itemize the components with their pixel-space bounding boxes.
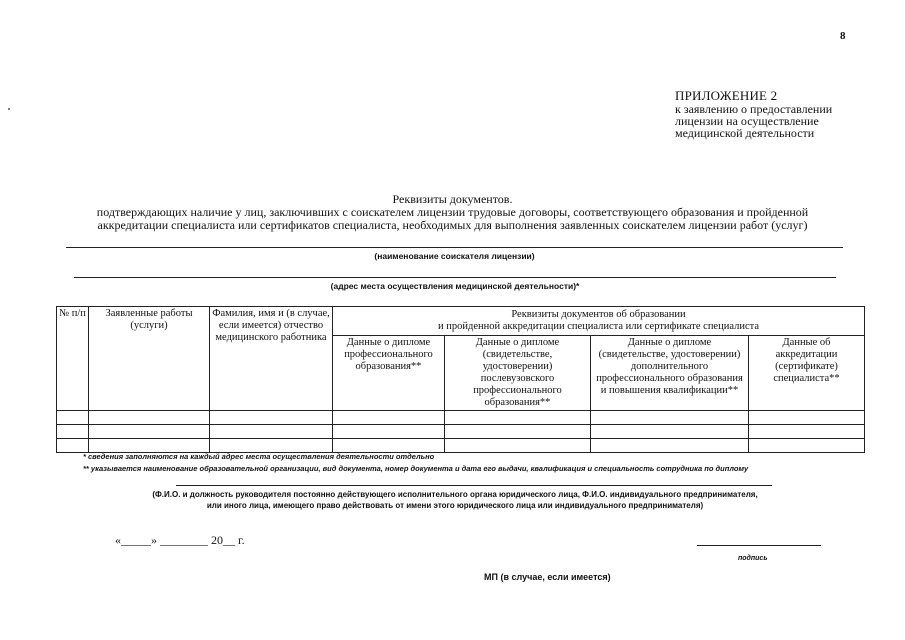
appendix-block: [675, 90, 832, 139]
table-row: [57, 411, 865, 425]
table-row: [57, 425, 865, 439]
header-diploma-postgraduate: Данные о дипломе (свидетельстве, удостоверении) послевузовского профессионального образования**: [445, 336, 591, 411]
document-subtitle-line2: аккредитации специалиста или сертификатов специалиста, необходимых для выполнения заявленных соискателем лицензии работ (услуг): [97, 218, 808, 232]
document-heading: [60, 193, 845, 232]
fio-caption-line2: или иного лица, имеющего право действовать от имени этого юридического лица или индивидуального предпринимателя): [206, 501, 704, 510]
appendix-title: ПРИЛОЖЕНИЕ 2: [675, 88, 778, 103]
appendix-line: медицинской деятельности: [675, 126, 815, 140]
table-cell[interactable]: [89, 411, 210, 425]
table-cell[interactable]: [333, 411, 445, 425]
document-subtitle-line1: подтверждающих наличие у лиц, заключивших с соискателем лицензии трудовые договоры, соответствующего образования и пройденной: [96, 205, 809, 219]
table-cell[interactable]: [57, 439, 89, 453]
table-cell[interactable]: [89, 425, 210, 439]
scan-speck: [8, 108, 10, 110]
table-cell[interactable]: [591, 425, 749, 439]
header-number: № п/п: [57, 307, 89, 411]
appendix-line: к заявлению о предоставлении: [675, 102, 833, 116]
table-cell[interactable]: [210, 411, 333, 425]
footnote-2: ** указывается наименование образовательной организации, вид документа, номер документа и дата его выдачи, квалификация и специальность сотрудника по диплому: [83, 464, 749, 473]
fio-caption: [130, 489, 780, 511]
table-header-row: [57, 307, 865, 336]
table-row: [57, 439, 865, 453]
table-cell[interactable]: [445, 439, 591, 453]
fio-caption-line1: (Ф.И.О. и должность руководителя постоянно действующего исполнительного органа юридического лица, Ф.И.О. индивидуального предпринимателя,: [152, 490, 758, 499]
applicant-caption: (наименование соискателя лицензии): [374, 251, 535, 261]
documents-table: [56, 306, 865, 453]
header-name: Фамилия, имя и (в случае, если имеется) отчество медицинского работника: [210, 307, 333, 411]
fio-line: [176, 485, 772, 486]
table-cell[interactable]: [591, 411, 749, 425]
table-cell[interactable]: [89, 439, 210, 453]
table-cell[interactable]: [57, 425, 89, 439]
footnote-1: * сведения заполняются на каждый адрес места осуществления деятельности отдельно: [83, 452, 435, 461]
stamp-note: МП (в случае, если имеется): [484, 572, 611, 582]
table-cell[interactable]: [591, 439, 749, 453]
table-cell[interactable]: [333, 439, 445, 453]
signature-line[interactable]: [697, 545, 821, 546]
group-header-line2: и пройденной аккредитации специалиста или сертификате специалиста: [438, 321, 759, 332]
document-title: Реквизиты документов.: [392, 192, 513, 206]
table-cell[interactable]: [749, 439, 865, 453]
header-document-group: [333, 307, 865, 336]
table-cell[interactable]: [749, 425, 865, 439]
table-cell[interactable]: [333, 425, 445, 439]
date-field[interactable]: «_____» ________ 20__ г.: [115, 533, 245, 547]
group-header-line1: Реквизиты документов об образовании: [511, 309, 686, 320]
address-caption: (адрес места осуществления медицинской деятельности)*: [330, 281, 580, 291]
table-cell[interactable]: [57, 411, 89, 425]
header-works: Заявленные работы (услуги): [89, 307, 210, 411]
appendix-line: лицензии на осуществление: [675, 114, 819, 128]
applicant-name-line: [66, 247, 843, 248]
page-number: 8: [840, 30, 846, 42]
header-diploma-professional: Данные о дипломе профессионального образования**: [333, 336, 445, 411]
table-cell[interactable]: [445, 411, 591, 425]
header-accreditation: Данные об аккредитации (сертификате) специалиста**: [749, 336, 865, 411]
table-cell[interactable]: [749, 411, 865, 425]
table-cell[interactable]: [210, 425, 333, 439]
address-line: [74, 277, 836, 278]
signature-caption: подпись: [738, 555, 768, 562]
table-cell[interactable]: [445, 425, 591, 439]
table-cell[interactable]: [210, 439, 333, 453]
header-diploma-additional: Данные о дипломе (свидетельстве, удостоверении) дополнительного профессионального образования и повышения квалификации**: [591, 336, 749, 411]
